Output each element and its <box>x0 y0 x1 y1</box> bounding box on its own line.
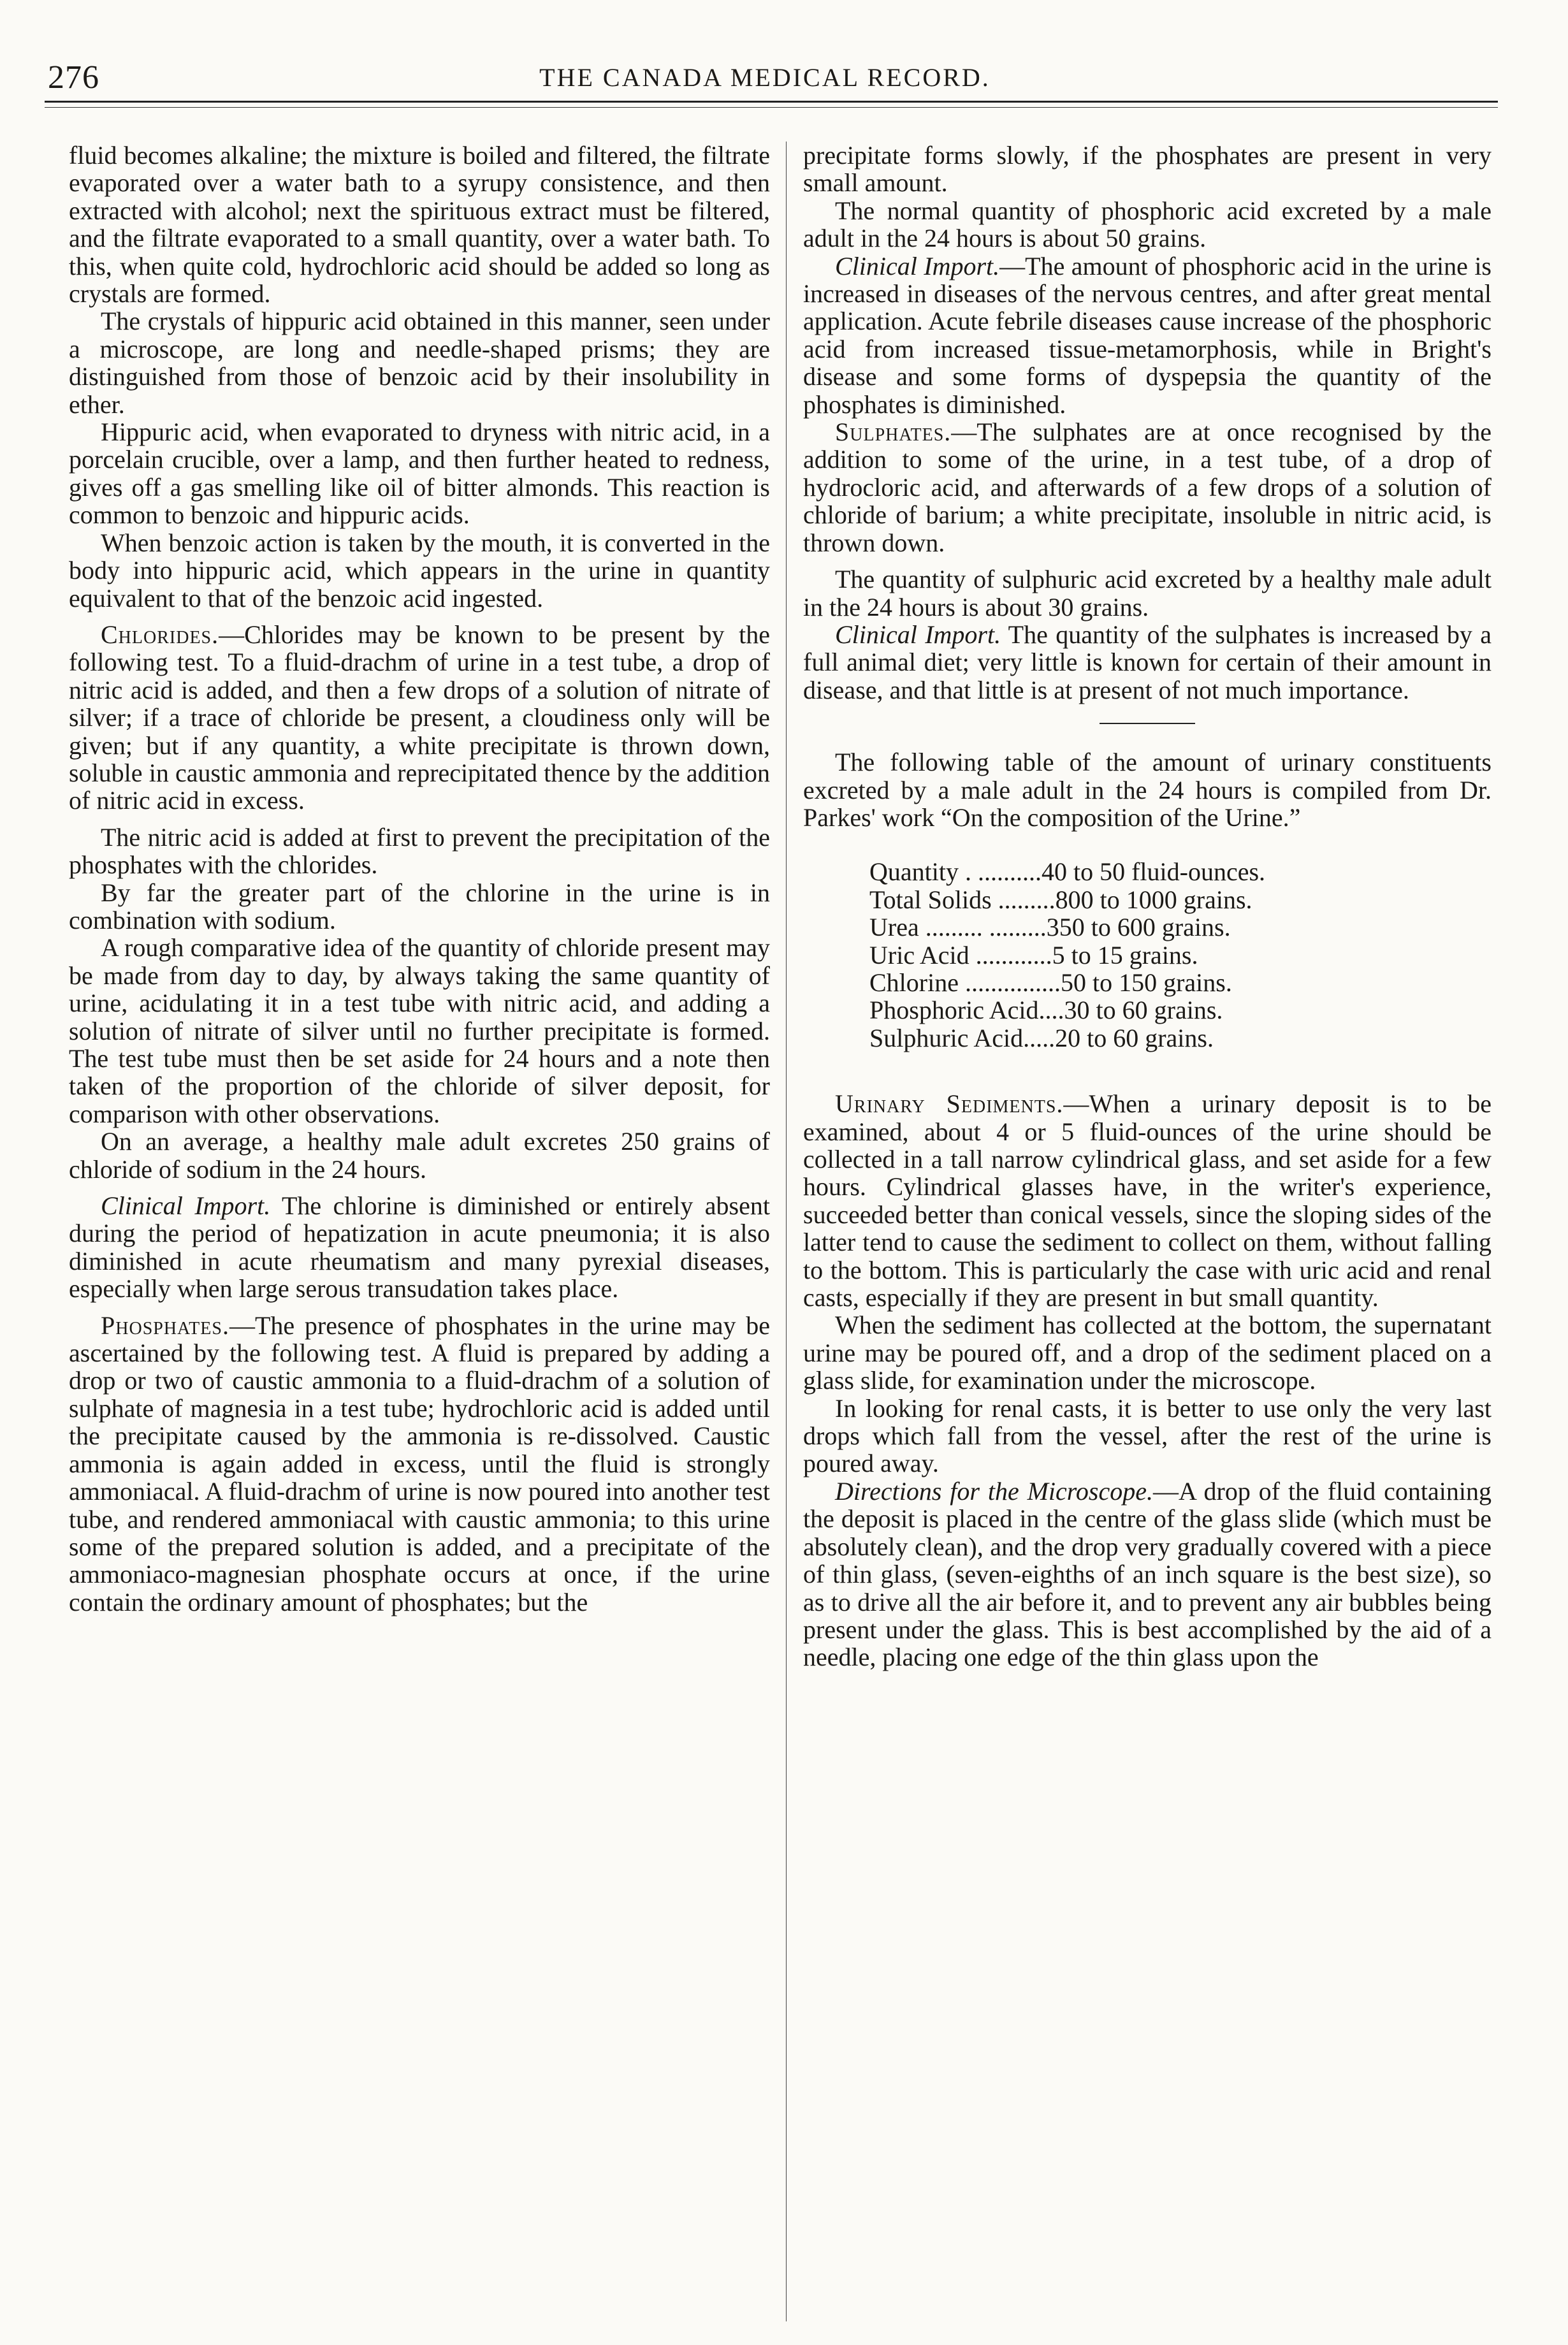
paragraph: precipitate forms slowly, if the phosphates are present in very small amount. <box>803 141 1492 198</box>
paragraph-clinical-import <box>69 1192 770 1303</box>
subheading-directions-microscope: Directions for the Microscope. <box>835 1476 1153 1506</box>
subheading-clinical-import: Clinical Import. <box>101 1191 271 1221</box>
paragraph-body: The chlorine is diminished or entirely absent during the period of hepatization in acute pneumonia; it is also diminished in acute rheumatism and many pyrexial diseases, especially when large serous transudation takes place. <box>69 1191 770 1303</box>
subheading-clinical-import: Clinical Import. <box>835 251 1000 280</box>
table-row <box>869 1024 1492 1052</box>
left-column <box>69 142 770 1616</box>
header-rule-thin <box>45 107 1498 108</box>
table-value: 350 to 600 grains. <box>1046 913 1231 942</box>
paragraph: When the sediment has collected at the bottom, the supernatant urine may be poured off, and a drop of the sediment placed on a glass slide, for examination under the microscope. <box>803 1310 1492 1395</box>
table-value: 800 to 1000 grains. <box>1055 885 1252 914</box>
table-value: 50 to 150 grains. <box>1060 968 1232 997</box>
table-row <box>869 941 1492 969</box>
paragraph: By far the greater part of the chlorine in the urine is in combination with sodium. <box>69 878 770 934</box>
paragraph-sulphates <box>803 418 1492 556</box>
table-value: 30 to 60 grains. <box>1064 996 1223 1025</box>
table-label: Uric Acid ............ <box>869 940 1052 969</box>
table-row <box>869 913 1492 941</box>
paragraph-clinical-import <box>803 252 1492 418</box>
paragraph-body: —A drop of the fluid containing the deposit is placed in the centre of the glass slide (which must be absolutely clean), and the drop very gradually covered with a piece of thin glass, (seven-eighths of an inch square is the best size), so as to drive all the air before it, and to prevent any air bubbles being present under the glass. This is best accomplished by the aid of a needle, placing one edge of the thin glass upon the <box>803 1476 1492 1672</box>
table-row <box>869 858 1492 885</box>
paragraph: The crystals of hippuric acid obtained in this manner, seen under a microscope, are long and needle-shaped prisms; they are distinguished from those of benzoic acid by their insolubility in ether. <box>69 307 770 419</box>
table-label: Total Solids ......... <box>869 885 1056 914</box>
paragraph-body: —When a urinary deposit is to be examined, about 4 or 5 fluid-ounces of the urine should be collected in a tall narrow cylindrical glass, and set aside for a few hours. Cylindrical glasses have, in the writer's experience, succeeded better than conical vessels, since the sloping sides of the latter tend to cause the sediment to collect on them, without falling to the bottom. This is particularly the case with uric acid and renal casts, especially if they are present in but small quantity. <box>803 1089 1492 1312</box>
table-value: 20 to 60 grains. <box>1055 1023 1214 1052</box>
table-value: 40 to 50 fluid-ounces. <box>1041 857 1266 887</box>
paragraph: The quantity of sulphuric acid excreted by a healthy male adult in the 24 hours is about 30 grains. <box>803 565 1492 621</box>
paragraph: A rough comparative idea of the quantity of chloride present may be made from day to day, by always taking the same quantity of urine, acidulating it in a test tube with nitric acid, and adding a solution of nitrate of silver until no further precipitate is formed. The test tube must then be set aside for 24 hours and a note then taken of the proportion of the chloride of silver deposit, for comparison with other observations. <box>69 933 770 1128</box>
paragraph-urinary-sediments <box>803 1090 1492 1311</box>
paragraph-microscope <box>803 1477 1492 1671</box>
section-divider <box>1100 723 1195 724</box>
paragraph-table-intro: The following table of the amount of urinary constituents excreted by a male adult in the 24 hours is compiled from Dr. Parkes' work “On the composition of the Urine.” <box>803 748 1492 832</box>
section-heading-urinary-sediments: Urinary Sediments. <box>835 1089 1064 1119</box>
table-row <box>869 969 1492 996</box>
table-label: Chlorine ............... <box>869 968 1061 997</box>
table-label: Urea ......... ......... <box>869 913 1047 942</box>
paragraph: On an average, a healthy male adult excretes 250 grains of chloride of sodium in the 24 hours. <box>69 1127 770 1184</box>
table-row <box>869 886 1492 913</box>
table-label: Sulphuric Acid..... <box>869 1023 1056 1052</box>
paragraph-body: —Chlorides may be known to be present by the following test. To a fluid-drachm of urine in a test tube, a drop of nitric acid is added, and then a few drops of a solution of nitrate of silver; if a trace of chloride be present, a cloudiness only will be given; but if any quantity, a white precipitate is thrown down, soluble in caustic ammonia and reprecipitated thence by the addition of nitric acid in excess. <box>69 620 770 815</box>
column-divider <box>786 142 787 2321</box>
paragraph: The normal quantity of phosphoric acid excreted by a male adult in the 24 hours is about 50 grains. <box>803 196 1492 253</box>
section-heading-chlorides: Chlorides. <box>101 620 219 649</box>
paragraph-phosphates <box>69 1312 770 1616</box>
constituents-table <box>869 858 1492 1052</box>
paragraph: Hippuric acid, when evaporated to dryness with nitric acid, in a porcelain crucible, over a lamp, and then further heated to redness, gives off a gas smelling like oil of bitter almonds. This reaction is common to benzoic and hippuric acids. <box>69 417 770 530</box>
paragraph-body: —The amount of phosphoric acid in the urine is increased in diseases of the nervous centres, and after great mental application. Acute febrile diseases cause increase of the phosphoric acid from increased tissue-metamorphosis, while in Bright's disease and some forms of dyspepsia the quantity of the phosphates is diminished. <box>803 251 1492 419</box>
section-heading-sulphates: Sulphates. <box>835 417 952 447</box>
running-title: THE CANADA MEDICAL RECORD. <box>539 63 991 92</box>
page-number: 276 <box>48 59 99 96</box>
right-column <box>803 142 1492 1671</box>
paragraph-chlorides <box>69 621 770 815</box>
table-value: 5 to 15 grains. <box>1052 940 1198 969</box>
table-label: Quantity . .......... <box>869 857 1042 887</box>
paragraph-body: The quantity of the sulphates is increased by a full animal diet; very little is known for certain of their amount in disease, and that little is at present of not much importance. <box>803 620 1492 704</box>
paragraph: In looking for renal casts, it is better to use only the very last drops which fall from the vessel, after the rest of the urine is poured away. <box>803 1393 1492 1478</box>
paragraph-body: —The sulphates are at once recognised by the addition to some of the urine, in a test tube, of a drop of hydrocloric acid, and afterwards of a few drops of a solution of chloride of barium; a white precipitate, insoluble in nitric acid, is thrown down. <box>803 417 1492 557</box>
paragraph-body: —The presence of phosphates in the urine may be ascertained by the following test. A fluid is prepared by adding a drop or two of caustic ammonia to a fluid-drachm of a solution of sulphate of magnesia in a test tube; hydrochloric acid is added until the precipitate caused by the ammonia is re-dissolved. Caustic ammonia is again added in excess, until the fluid is strongly ammoniacal. A fluid-drachm of urine is now poured into another test tube, and rendered ammoniacal with caustic ammonia; to this urine some of the prepared solution is added, and a precipitate of the ammoniaco-magnesian phosphate occurs at once, if the urine contain the ordinary amount of phosphates; but the <box>69 1310 770 1616</box>
subheading-clinical-import: Clinical Import. <box>835 620 1001 649</box>
paragraph: The nitric acid is added at first to prevent the precipitation of the phosphates with the chlorides. <box>69 822 770 880</box>
section-heading-phosphates: Phosphates. <box>101 1310 229 1340</box>
paragraph-clinical-import <box>803 621 1492 704</box>
paragraph: fluid becomes alkaline; the mixture is boiled and filtered, the filtrate evaporated over a water bath to a syrupy consistence, and then extracted with alcohol; next the spirituous extract must be filtered, and the filtrate evaporated to a small quantity, over a water bath. To this, when quite cold, hydrochloric acid should be added so long as crystals are formed. <box>69 141 770 309</box>
page-header <box>45 59 1485 97</box>
paragraph: When benzoic action is taken by the mouth, it is converted in the body into hippuric acid, which appears in the urine in quantity equivalent to that of the benzoic acid ingested. <box>69 528 770 613</box>
header-rule <box>45 101 1498 103</box>
table-row <box>869 996 1492 1024</box>
table-label: Phosphoric Acid.... <box>869 996 1064 1025</box>
